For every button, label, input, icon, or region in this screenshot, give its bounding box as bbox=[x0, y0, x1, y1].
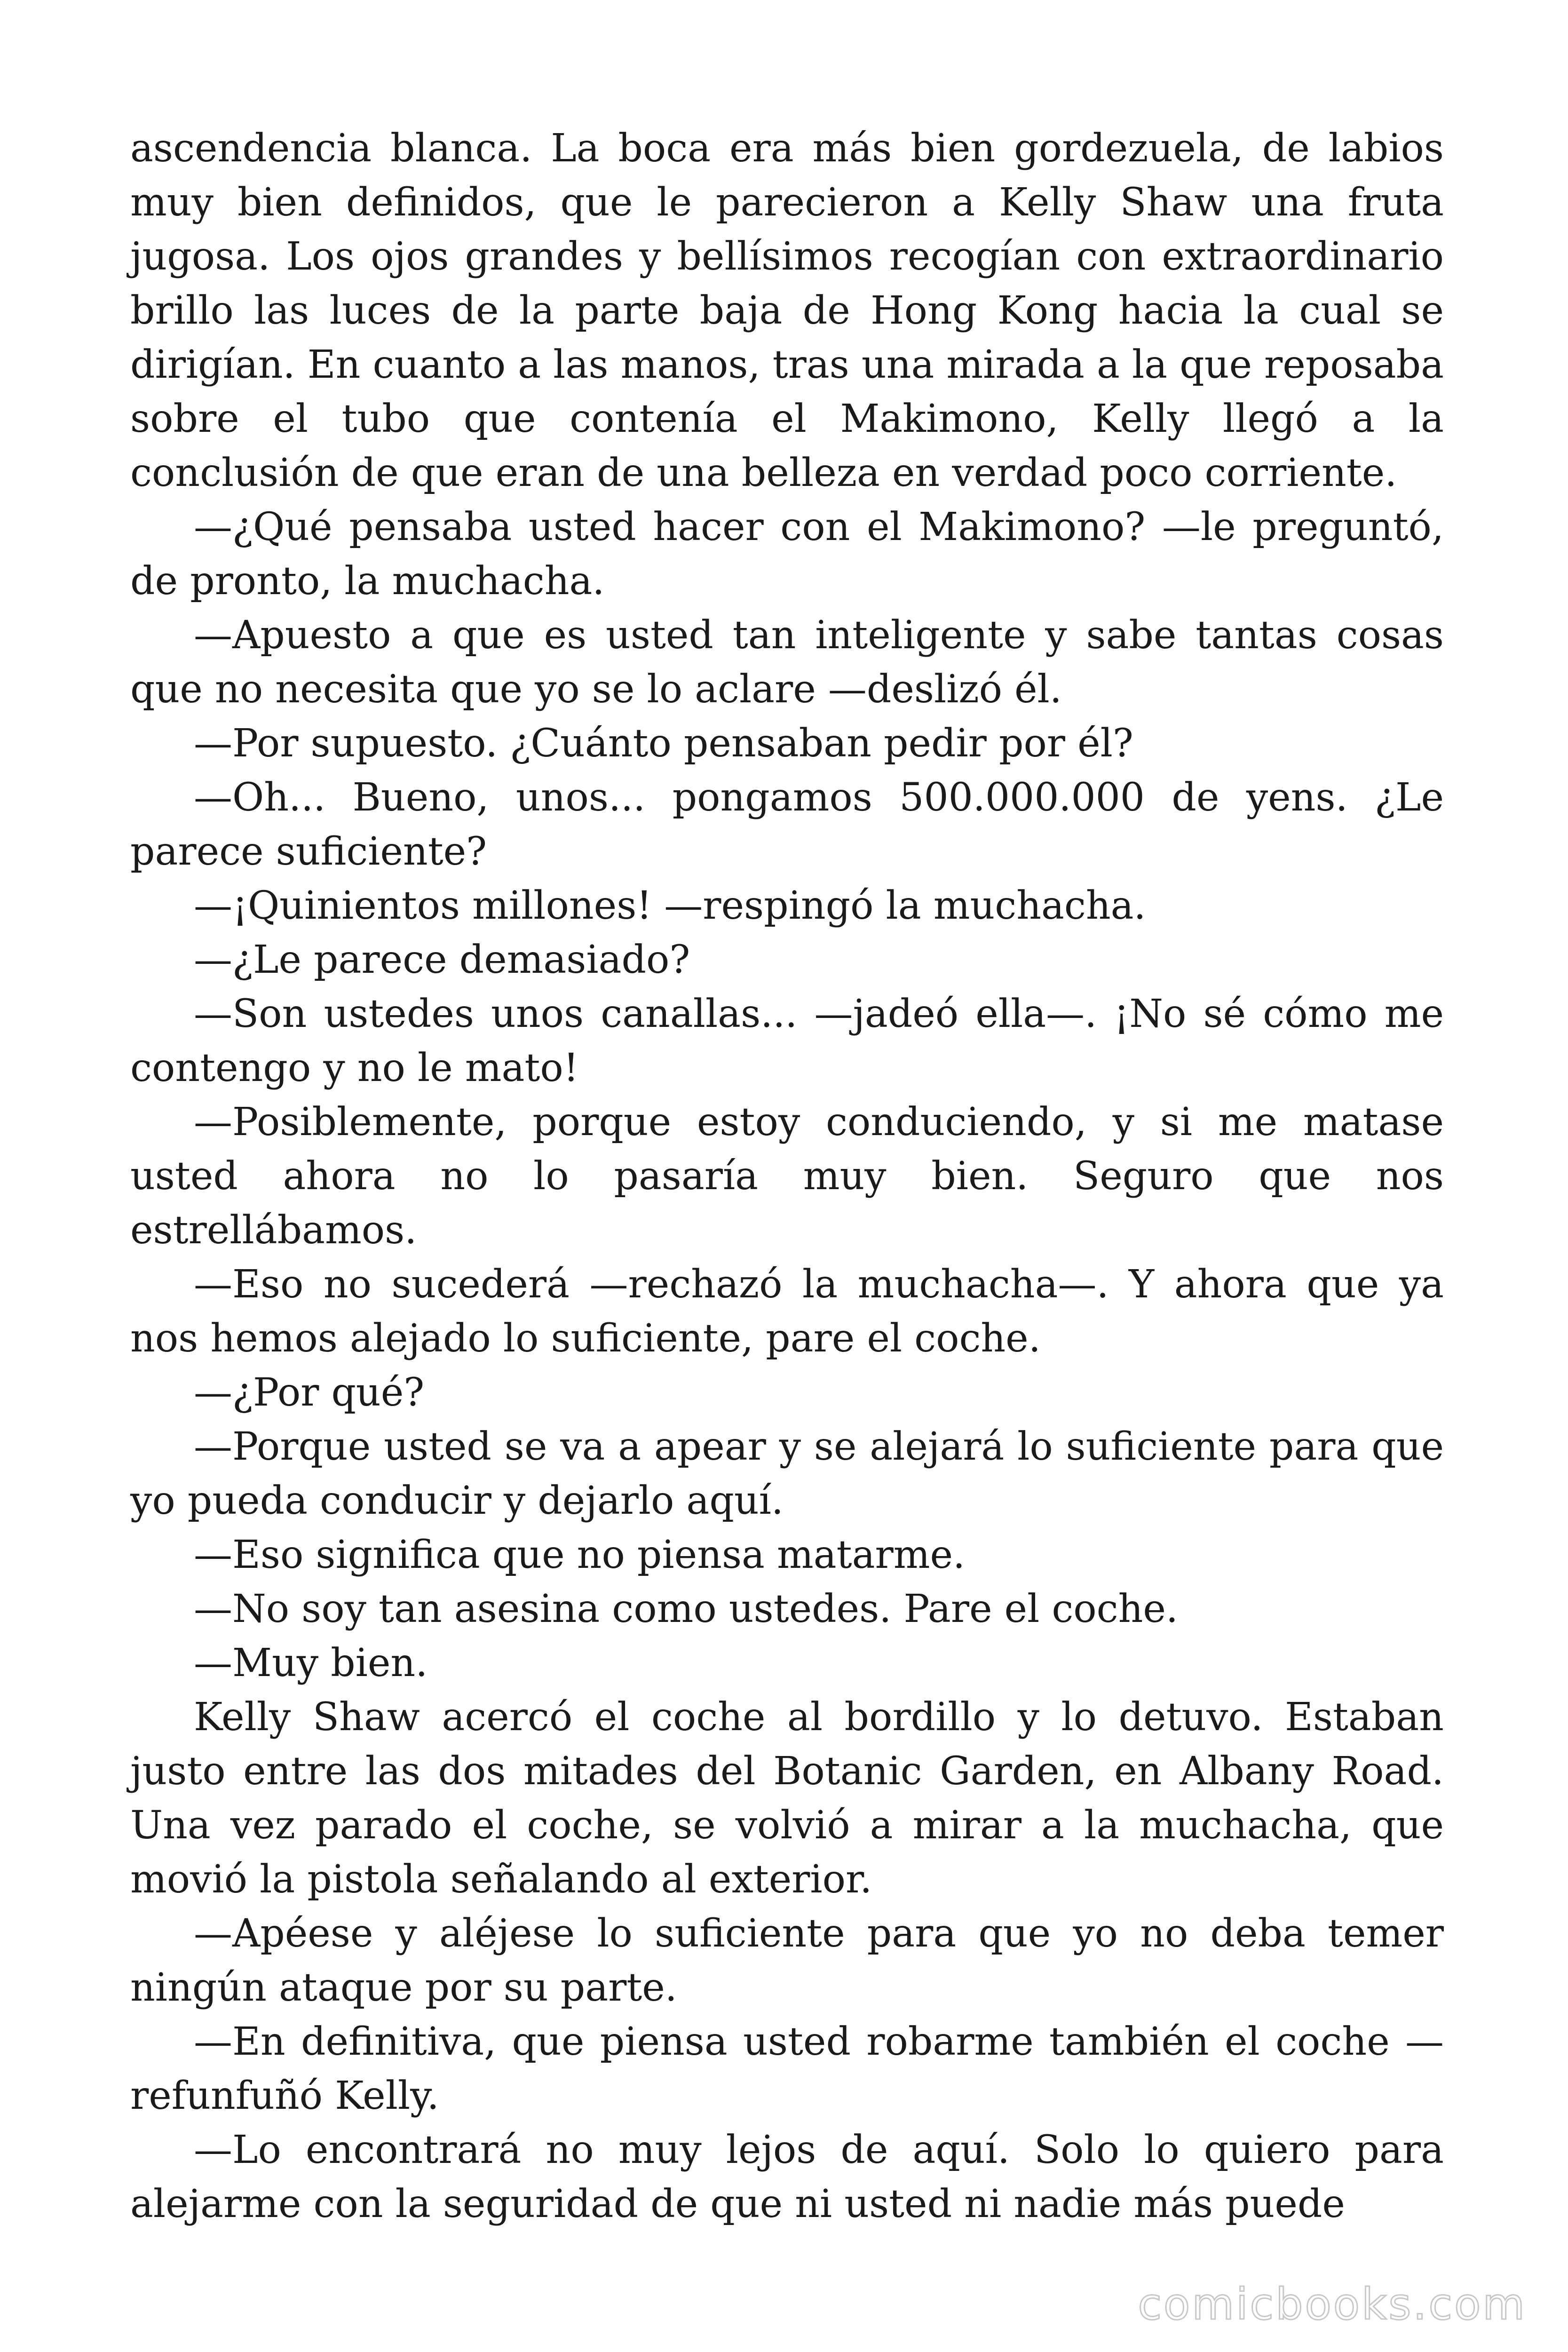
paragraph: —Lo encontrará no muy lejos de aquí. Solo lo quiero para alejarme con la seguridad de que ni usted ni nadie más puede bbox=[130, 2128, 1444, 2226]
paragraph: —¿Por qué? bbox=[194, 1370, 425, 1415]
paragraph: —¡Quinientos millones! —respingó la muchacha. bbox=[194, 883, 1146, 928]
watermark: comicbooks.com bbox=[1138, 2279, 1527, 2329]
paragraph: —Eso no sucederá —rechazó la muchacha—. Y ahora que ya nos hemos alejado lo suficiente, pare el coche. bbox=[130, 1262, 1444, 1361]
paragraph: —Porque usted se va a apear y se alejará lo suficiente para que yo pueda conducir y dejarlo aquí. bbox=[130, 1424, 1444, 1523]
paragraph: —Eso significa que no piensa matarme. bbox=[194, 1533, 966, 1577]
paragraph: ascendencia blanca. La boca era más bien gordezuela, de labios muy bien definidos, que le parecieron a Kelly Shaw una fruta jugosa. Los ojos grandes y bellísimos recogían con extraordinario brillo las luces de la parte baja de Hong Kong hacia la cual se dirigían. En cuanto a las manos, tras una mirada a la que reposaba sobre el tubo que contenía el Makimono, Kelly llegó a la conclusión de que eran de una belleza en verdad poco corriente. bbox=[130, 126, 1444, 495]
paragraph: —Oh... Bueno, unos... pongamos 500.000.000 de yens. ¿Le parece suficiente? bbox=[130, 775, 1444, 874]
paragraph: —Apéese y aléjese lo suficiente para que yo no deba temer ningún ataque por su parte. bbox=[130, 1911, 1444, 2010]
paragraph: —Apuesto a que es usted tan inteligente y sabe tantas cosas que no necesita que yo se lo aclare —deslizó él. bbox=[130, 613, 1444, 712]
paragraph: —¿Qué pensaba usted hacer con el Makimono? —le preguntó, de pronto, la muchacha. bbox=[130, 505, 1444, 604]
paragraph: —No soy tan asesina como ustedes. Pare el coche. bbox=[194, 1587, 1179, 1631]
paragraph: —En definitiva, que piensa usted robarme también el coche —refunfuñó Kelly. bbox=[130, 2019, 1444, 2118]
paragraph: —Muy bien. bbox=[194, 1641, 428, 1685]
paragraph: —Posiblemente, porque estoy conduciendo, y si me matase usted ahora no lo pasaría muy bien. Seguro que nos estrellábamos. bbox=[130, 1100, 1444, 1253]
body-text bbox=[130, 121, 1444, 2231]
paragraph: —¿Le parece demasiado? bbox=[194, 938, 690, 982]
paragraph: Kelly Shaw acercó el coche al bordillo y lo detuvo. Estaban justo entre las dos mitades del Botanic Garden, en Albany Road. Una vez parado el coche, se volvió a mirar a la muchacha, que movió la pistola señalando al exterior. bbox=[130, 1695, 1444, 1902]
paragraph: —Son ustedes unos canallas... —jadeó ella—. ¡No sé cómo me contengo y no le mato! bbox=[130, 992, 1444, 1090]
paragraph: —Por supuesto. ¿Cuánto pensaban pedir por él? bbox=[194, 721, 1133, 766]
